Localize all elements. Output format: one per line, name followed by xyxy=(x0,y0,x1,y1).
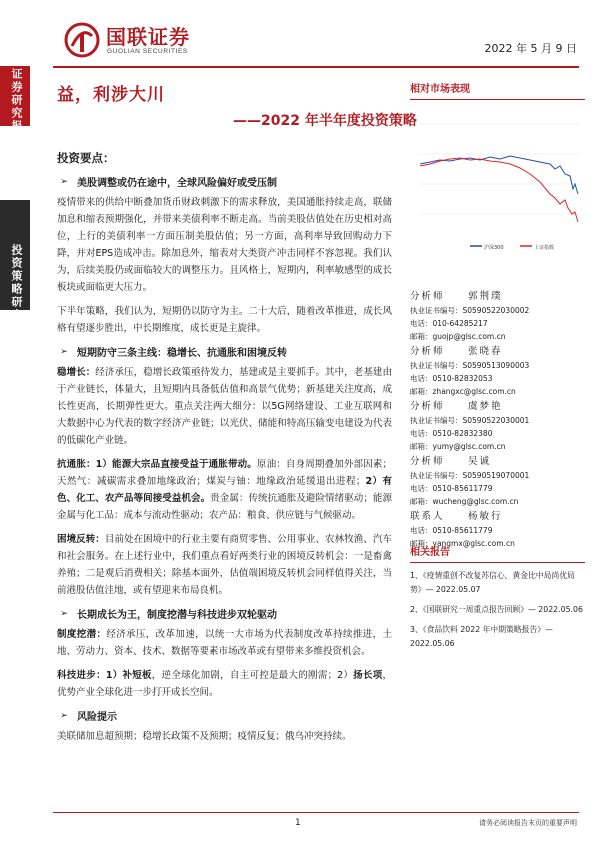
analyst-contact-line: 执业证书编号：S0590522030002 xyxy=(410,306,530,315)
related-item[interactable]: 3、《食品饮料 2022 年中期策略报告》— 2022.05.06 xyxy=(410,625,553,648)
performance-chart xyxy=(410,104,585,254)
bullet-arrow-icon: ➢ xyxy=(60,346,68,357)
bullet-heading-text: 美股调整或仍在途中，全球风险偏好或受压制 xyxy=(77,178,277,189)
analyst-header xyxy=(410,400,585,414)
bullet-heading-3 xyxy=(57,606,392,621)
analyst-card xyxy=(410,400,585,453)
analyst-name: 虞梦艳 xyxy=(468,401,503,412)
paragraph-lead: 扬长项 xyxy=(353,670,383,681)
paragraph-lead: 困境反转： xyxy=(57,534,105,545)
analyst-header xyxy=(410,455,585,469)
paragraph-us-stocks: 疫情带来的供给中断叠加货币财政刺激下的需求释放，美国通胀持续走高，联储加息和缩表预期强化，并带来美债利率不断走高。当前美股估值处在历史相对高位，上行的美债利率一方面压制美股估值；另一方面，高利率导致回购动力下降，并对EPS造成冲击。除加息外，缩表对大类资产冲击同样不容忽视。我们认为，后续美股仍或面临较大的调整压力。且风格上，短期内，利率敏感型的成长板块或面临更大压力。 xyxy=(57,197,392,293)
analyst-contact-line: 电话：010-64285217 xyxy=(410,319,488,328)
chart-title: 相对市场表现 xyxy=(410,80,585,100)
paragraph-body: 经济承压，改革加速，以统一大市场为代表制度改革持续推进，土地、劳动力、资本、技术、数据等要素市场改革或有望带来多维投资机会。 xyxy=(57,629,392,657)
analyst-role: 联系人 xyxy=(410,511,445,522)
paragraph-lead: 稳增长： xyxy=(57,367,96,378)
analyst-contact-line: 执业证书编号：S0590513090003 xyxy=(410,361,530,370)
paragraph-lead: 抗通胀：1）能源大宗品直接受益于通胀带动。 xyxy=(57,459,257,470)
side-label-mid: 投资策略研究 xyxy=(10,244,23,322)
logo-text-cn: 国联证券 xyxy=(106,24,190,49)
paragraph-body: ，优势产业全球化进一步打开成长空间。 xyxy=(57,670,392,698)
paragraph-turnaround xyxy=(57,531,392,599)
analyst-contact-line[interactable]: 邮箱：yumy@glsc.com.cn xyxy=(410,442,506,451)
header-divider xyxy=(53,66,579,68)
bullet-heading-1 xyxy=(57,174,392,189)
paragraph-body: 经济承压，稳增长政策亟待发力，基建或是主要抓手。其中，老基建由于产业链长，体量大，且短期内具备低估值和高景气优势；新基建关注度高，成长性更高，长期弹性更大。重点关注两大细分：以5G网络建设、工业互联网和大数据中心为代表的数字经济产业链；以光伏、储能和特高压输变电建设为代表的低碳化产业链。 xyxy=(57,367,392,446)
paragraph-lead: 科技进步：1）补短板 xyxy=(57,670,152,681)
analyst-contact-line: 电话：0510-82832053 xyxy=(410,374,493,383)
paragraph-institutional xyxy=(57,626,392,660)
paragraph-tech xyxy=(57,667,392,701)
analyst-contact-line: 电话：0510-82832380 xyxy=(410,429,493,438)
analyst-role: 分析师 xyxy=(410,456,445,467)
analyst-contact-line[interactable]: 邮箱：wucheng@glsc.com.cn xyxy=(410,497,519,506)
footer-disclaimer: 请务必阅读报告末页的重要声明 xyxy=(479,819,577,827)
analyst-card xyxy=(410,290,585,343)
analyst-name: 郭荆璞 xyxy=(468,291,503,302)
analyst-header xyxy=(410,510,585,524)
chart-gridlines xyxy=(420,124,580,214)
main-content xyxy=(57,150,392,752)
bullet-heading-text: 短期防守三条主线：稳增长、抗通胀和困境反转 xyxy=(77,348,287,359)
report-subtitle: ——2022 年半年度投资策略 xyxy=(233,113,417,129)
legend-b: 上证指数 xyxy=(534,245,555,251)
analyst-name: 张晓春 xyxy=(468,346,503,357)
analyst-name: 杨敏行 xyxy=(468,511,503,522)
analyst-contact-line[interactable]: 邮箱：guojp@glsc.com.cn xyxy=(410,332,506,341)
analyst-role: 分析师 xyxy=(410,401,445,412)
analyst-contact-line[interactable]: 邮箱：zhangxc@glsc.com.cn xyxy=(410,387,516,396)
report-date: 2022 年 5 月 9 日 xyxy=(484,42,577,55)
analyst-header xyxy=(410,290,585,304)
analyst-contact-line[interactable]: 邮箱：yangmx@glsc.com.cn xyxy=(410,539,515,548)
analyst-contact-line: 执业证书编号：S0590522030001 xyxy=(410,416,530,425)
paragraph-body: 原油：自身周期叠加外部因素；天然气：减碳需求叠加地缘政治；煤炭与铀：地缘政治延缓退出进程； xyxy=(57,459,392,487)
paragraph-strategy: 下半年策略，我们认为，短期仍以防守为主。二十大后，随着改革推进，成长风格有望逐步胜出，中长期维度，成长更是主旋律。 xyxy=(57,306,392,334)
bullet-arrow-icon: ➢ xyxy=(60,710,68,721)
paragraph-lead: 2）有色、化工、农产品等间接受益机会。 xyxy=(57,476,392,504)
market-performance-panel xyxy=(410,80,585,254)
related-reports xyxy=(410,543,585,651)
analyst-contact-line: 电话：0510-85611779 xyxy=(410,526,493,535)
related-item[interactable]: 1、《疫情重创不改复苏信心，黄金比中局尚优局势》— 2022.05.07 xyxy=(410,571,575,594)
paragraph-body: 目前处在困境中的行业主要有商贸零售、公用事业、农林牧渔、汽车和社会服务。在上述行业中，我们重点看好两类行业的困境反转机会：一是畜禽养殖；二是观后消费相关；除基本面外，估值端困境反转机会同样值得关注，当前港股估值洼地，或有望迎来布局良机。 xyxy=(57,534,392,596)
analyst-contact-line: 电话：0510-85611779 xyxy=(410,484,493,493)
bullet-arrow-icon: ➢ xyxy=(60,176,68,187)
related-item[interactable]: 2、《国联研究一周重点报告回顾》— 2022.05.06 xyxy=(410,605,583,614)
logo-text-en: GUOLIAN SECURITIES xyxy=(107,47,188,55)
analyst-list xyxy=(410,290,585,552)
footer-divider xyxy=(53,812,579,813)
section-heading: 投资要点： xyxy=(57,151,115,165)
analyst-contact-line: 执业证书编号：S0590519070001 xyxy=(410,471,530,480)
paragraph-lead: 制度挖潜： xyxy=(57,629,107,640)
performance-chart-svg xyxy=(410,104,585,254)
chart-legend xyxy=(470,244,554,251)
guolian-logo-icon xyxy=(64,22,100,58)
analyst-role: 分析师 xyxy=(410,346,445,357)
bullet-heading-2 xyxy=(57,344,392,359)
side-label-top: 证券研究报告 xyxy=(10,68,23,146)
analyst-card xyxy=(410,455,585,508)
page-number: 1 xyxy=(295,818,301,828)
analyst-role: 分析师 xyxy=(410,291,445,302)
brand-logo xyxy=(64,20,190,60)
paragraph-anti-inflation xyxy=(57,456,392,524)
report-title: 益，利涉大川 xyxy=(57,85,165,105)
analyst-header xyxy=(410,345,585,359)
analyst-name: 吴诚 xyxy=(468,456,492,467)
legend-a: 沪深300 xyxy=(484,245,504,251)
related-title: 相关报告 xyxy=(410,543,585,563)
paragraph-stable-growth xyxy=(57,364,392,449)
bullet-arrow-icon: ➢ xyxy=(60,608,68,619)
bullet-heading-text: 风险提示 xyxy=(77,712,117,723)
analyst-card xyxy=(410,345,585,398)
bullet-heading-text: 长期成长为王，制度挖潜与科技进步双轮驱动 xyxy=(77,610,277,621)
bullet-heading-4 xyxy=(57,708,392,723)
paragraph-body: ，逆全球化加剧，自主可控是最大的刚需；2） xyxy=(151,670,354,681)
paragraph-body: 贵金属：传统抗通胀及避险情绪驱动；能源金属与化工品：成本与流动性驱动；农产品：粮食、供应链与气候驱动。 xyxy=(57,493,392,521)
paragraph-risk: 美联储加息超预期；稳增长政策不及预期；疫情反复；俄乌冲突持续。 xyxy=(57,731,352,742)
